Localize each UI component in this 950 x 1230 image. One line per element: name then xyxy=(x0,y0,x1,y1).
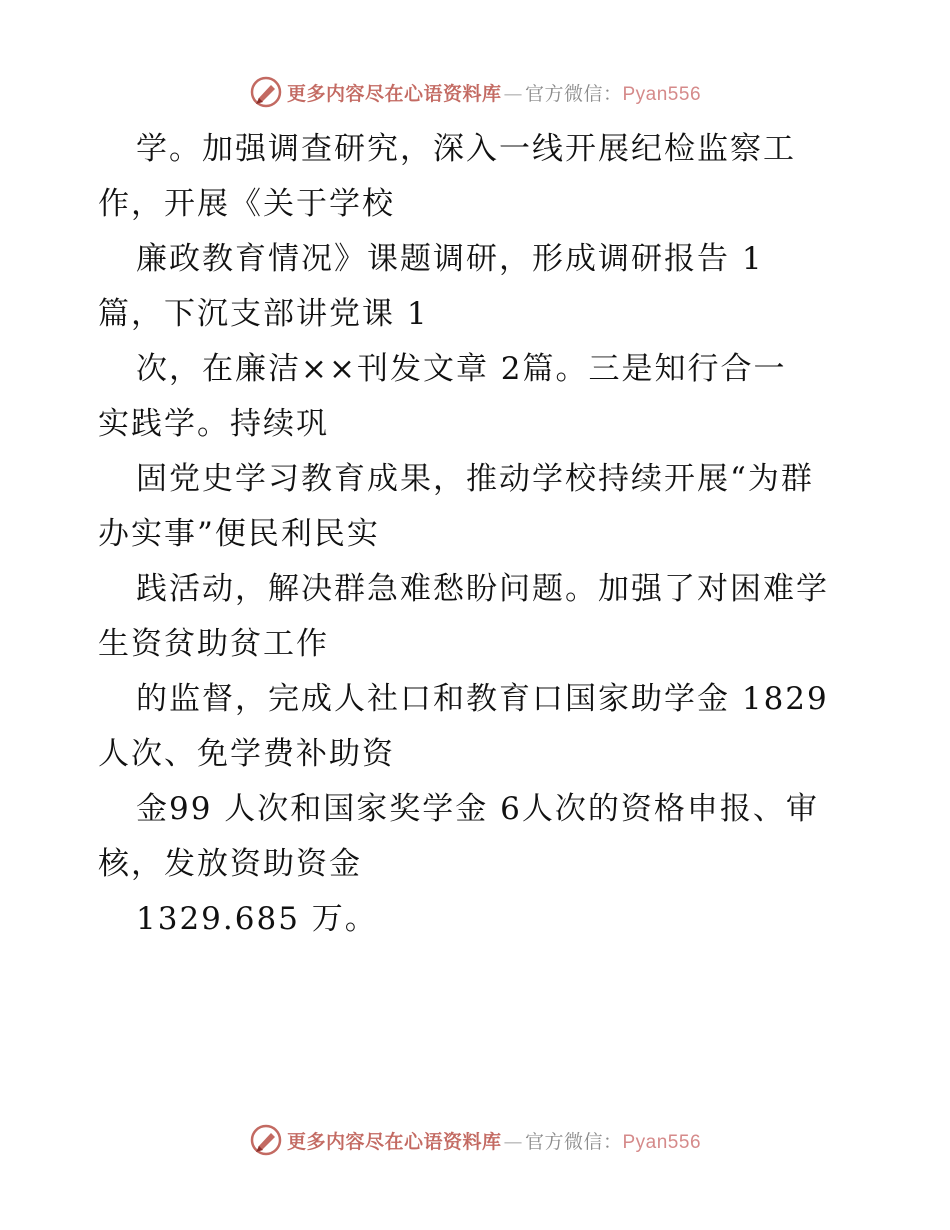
body-line: 1329.685 万。 xyxy=(136,901,378,937)
body-line: 实践学。持续巩 xyxy=(98,406,329,442)
watermark-id: Pyan556 xyxy=(622,1131,702,1153)
watermark-text xyxy=(287,79,701,106)
watermark-label: 官方微信： xyxy=(524,1130,623,1153)
document-body xyxy=(98,122,878,947)
pen-nib-circle-icon xyxy=(249,75,283,109)
watermark-site: 更多内容尽在心语资料库 xyxy=(286,1130,502,1153)
watermark-site: 更多内容尽在心语资料库 xyxy=(286,82,502,105)
body-line: 核，发放资助资金 xyxy=(98,846,362,882)
body-line: 的监督，完成人社口和教育口国家助学金 1829 xyxy=(136,681,829,717)
body-line: 学。加强调查研究，深入一线开展纪检监察工 xyxy=(136,131,796,167)
body-line: 固党史学习教育成果，推动学校持续开展“为群 xyxy=(136,461,814,497)
watermark-label: 官方微信： xyxy=(524,82,623,105)
body-line: 践活动，解决群急难愁盼问题。加强了对困难学 xyxy=(136,571,829,607)
body-line: 篇，下沉支部讲党课 1 xyxy=(98,296,429,332)
pen-nib-circle-icon xyxy=(249,1123,283,1157)
body-line: 廉政教育情况》课题调研，形成调研报告 1 xyxy=(136,241,764,277)
body-line: 生资贫助贫工作 xyxy=(98,626,329,662)
watermark-text xyxy=(287,1127,701,1154)
watermark-separator: — xyxy=(503,1130,523,1153)
body-line: 金99 人次和国家奖学金 6人次的资格申报、审 xyxy=(136,791,819,827)
body-line: 人次、免学费补助资 xyxy=(98,736,395,772)
body-line: 次，在廉洁××刊发文章 2篇。三是知行合一 xyxy=(136,351,787,387)
body-line: 办实事”便民利民实 xyxy=(98,516,380,552)
watermark-separator: — xyxy=(503,82,523,105)
watermark-id: Pyan556 xyxy=(622,83,702,105)
header-watermark xyxy=(0,72,950,112)
footer-watermark xyxy=(0,1120,950,1160)
body-line: 作，开展《关于学校 xyxy=(98,186,395,222)
